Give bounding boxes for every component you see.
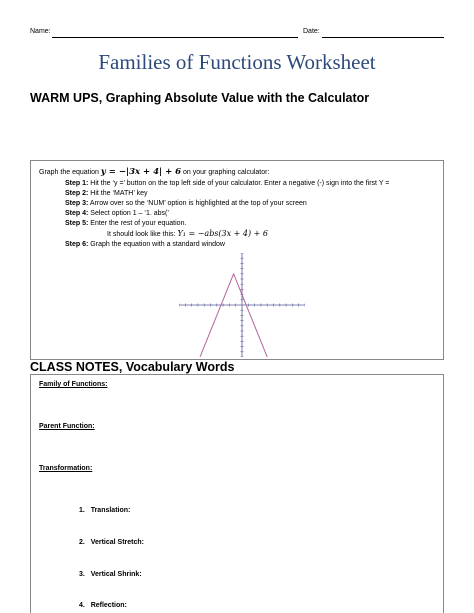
name-line[interactable] (52, 37, 298, 38)
warmup-heading: WARM UPS, Graphing Absolute Value with the Calculator (30, 91, 370, 105)
term-transformation: Transformation: (39, 465, 93, 472)
absolute-value-graph (179, 253, 305, 357)
name-label: Name: (30, 28, 51, 35)
notes-box (30, 374, 444, 613)
term-family-of-functions: Family of Functions: (39, 381, 108, 388)
item-vertical-stretch: 2. Vertical Stretch: (79, 539, 144, 546)
item-translation: 1. Translation: (79, 507, 131, 514)
step-2: Step 2: Hit the ‘MATH’ key (65, 190, 148, 197)
equation: y = −|3x + 4| + 6 (100, 167, 182, 177)
look-like-line: It should look like this: Y₁ = −abs(3x + 4) + 6 (107, 229, 269, 238)
step-6: Step 6: Graph the equation with a standard window (65, 241, 225, 248)
step-1: Step 1: Hit the ‘y =’ button on the top left side of your calculator. Enter a negative (-) sign into the first Y = (65, 180, 390, 187)
page-title: Families of Functions Worksheet (98, 50, 376, 74)
date-line[interactable] (322, 37, 444, 38)
notes-heading: CLASS NOTES, Vocabulary Words (30, 360, 235, 374)
step-5: Step 5: Enter the rest of your equation. (65, 220, 187, 227)
absolute-value-curve (200, 274, 267, 357)
warmup-intro: Graph the equation y = −|3x + 4| + 6 on your graphing calculator: (39, 167, 270, 177)
step-4: Step 4: Select option 1 – ‘1. abs(’ (65, 210, 169, 217)
item-vertical-shrink: 3. Vertical Shrink: (79, 571, 142, 578)
term-parent-function: Parent Function: (39, 423, 95, 430)
calc-equation: Y₁ = −abs(3x + 4) + 6 (177, 229, 269, 238)
date-label: Date: (303, 28, 320, 35)
step-3: Step 3: Arrow over so the ‘NUM’ option is highlighted at the top of your screen (65, 200, 307, 207)
warmup-box (30, 160, 444, 360)
item-reflection: 4. Reflection: (79, 602, 127, 609)
